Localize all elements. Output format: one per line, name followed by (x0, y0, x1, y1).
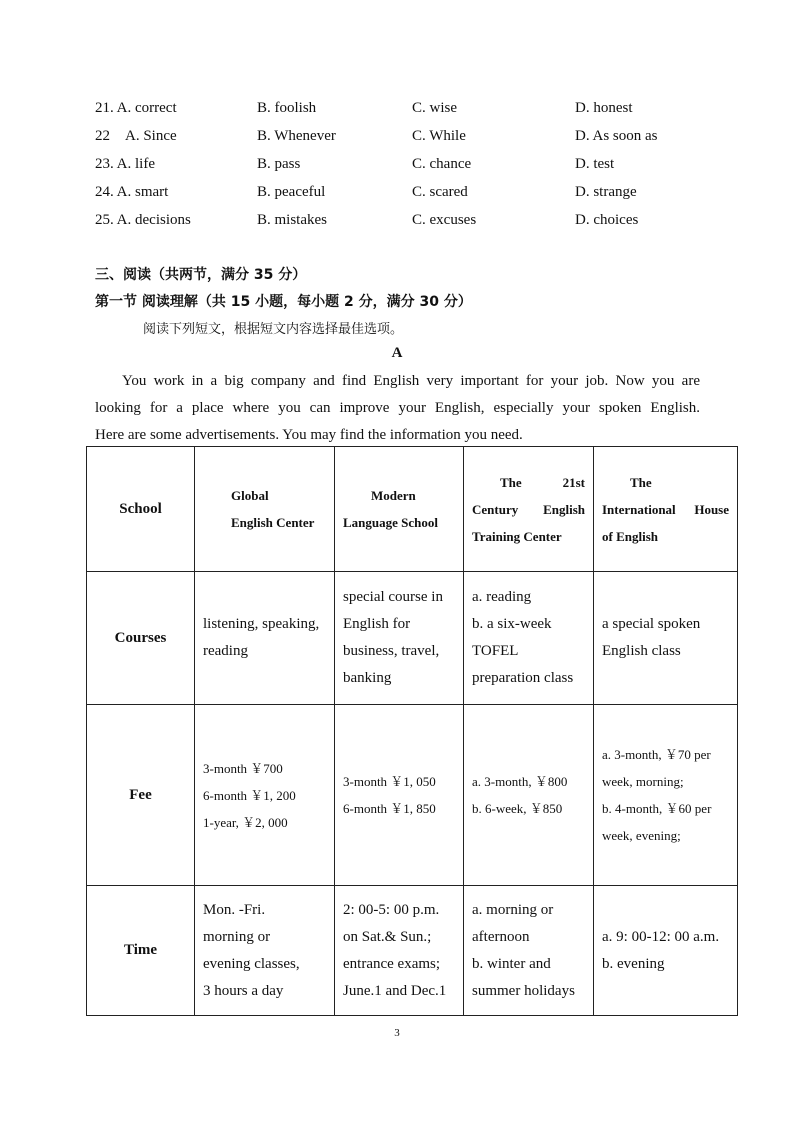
school-row (87, 447, 738, 572)
courses-international-house: a special spoken English class (594, 572, 738, 705)
passage-text (95, 368, 700, 449)
subsection-title: 第一节 阅读理解（共 15 小题，每小题 2 分，满分 30 分） (95, 294, 472, 310)
fee-global: 3-month ￥700 6-month ￥1, 200 1-year, ￥2, 000 (195, 705, 335, 886)
option-d: D. choices (575, 212, 639, 228)
option-a: 23. A. life (95, 156, 155, 172)
option-b: B. Whenever (257, 128, 336, 144)
option-a: 21. A. correct (95, 100, 177, 116)
school-name-global: Global English Center (195, 447, 335, 572)
option-d: D. As soon as (575, 128, 658, 144)
section-title: 三、阅读（共两节，满分 35 分） (95, 267, 307, 283)
option-d: D. honest (575, 100, 633, 116)
choice-row-21 (95, 97, 715, 125)
choice-row-23 (95, 153, 715, 181)
row-header-time: Time (87, 886, 195, 1016)
fee-row (87, 705, 738, 886)
option-c: C. wise (412, 100, 457, 116)
time-international-house: a. 9: 00-12: 00 a.m. b. evening (594, 886, 738, 1016)
option-c: C. scared (412, 184, 468, 200)
row-header-fee: Fee (87, 705, 195, 886)
fee-international-house: a. 3-month, ￥70 per week, morning; b. 4-month, ￥60 per week, evening; (594, 705, 738, 886)
option-b: B. peaceful (257, 184, 326, 200)
time-modern: 2: 00-5: 00 p.m. on Sat.& Sun.; entrance exams; June.1 and Dec.1 (335, 886, 464, 1016)
row-header-school: School (87, 447, 195, 572)
courses-21st-century: a. reading b. a six-week TOFEL preparation class (464, 572, 594, 705)
fee-21st-century: a. 3-month, ￥800 b. 6-week, ￥850 (464, 705, 594, 886)
instruction-text: 阅读下列短文，根据短文内容选择最佳选项。 (143, 322, 404, 337)
option-a: 24. A. smart (95, 184, 169, 200)
option-c: C. chance (412, 156, 472, 172)
option-c: C. While (412, 128, 466, 144)
row-header-courses: Courses (87, 572, 195, 705)
advertisement-table (86, 446, 738, 1016)
fee-modern: 3-month ￥1, 050 6-month ￥1, 850 (335, 705, 464, 886)
option-a: 25. A. decisions (95, 212, 191, 228)
time-row (87, 886, 738, 1016)
choice-row-24 (95, 181, 715, 209)
passage-line: looking for a place where you can improve your English, especially your spoken English. (95, 400, 700, 416)
page-number: 3 (394, 1027, 400, 1039)
option-b: B. mistakes (257, 212, 327, 228)
time-21st-century: a. morning or afternoon b. winter and summer holidays (464, 886, 594, 1016)
answer-choices (95, 97, 715, 237)
courses-global: listening, speaking, reading (195, 572, 335, 705)
passage-line: You work in a big company and find English very important for your job. Now you are (122, 373, 700, 389)
option-b: B. pass (257, 156, 301, 172)
option-d: D. test (575, 156, 615, 172)
choice-row-22 (95, 125, 715, 153)
option-b: B. foolish (257, 100, 317, 116)
school-name-international-house: The International House of English (594, 447, 738, 572)
courses-row (87, 572, 738, 705)
school-name-modern: Modern Language School (335, 447, 464, 572)
choice-row-25 (95, 209, 715, 237)
option-c: C. excuses (412, 212, 477, 228)
passage-line: Here are some advertisements. You may find the information you need. (95, 427, 523, 443)
option-a: 22 A. Since (95, 128, 177, 144)
courses-modern: special course in English for business, travel, banking (335, 572, 464, 705)
time-global: Mon. -Fri. morning or evening classes, 3 hours a day (195, 886, 335, 1016)
option-d: D. strange (575, 184, 637, 200)
school-name-21st-century: The 21st Century English Training Center (464, 447, 594, 572)
passage-letter: A (391, 345, 403, 361)
